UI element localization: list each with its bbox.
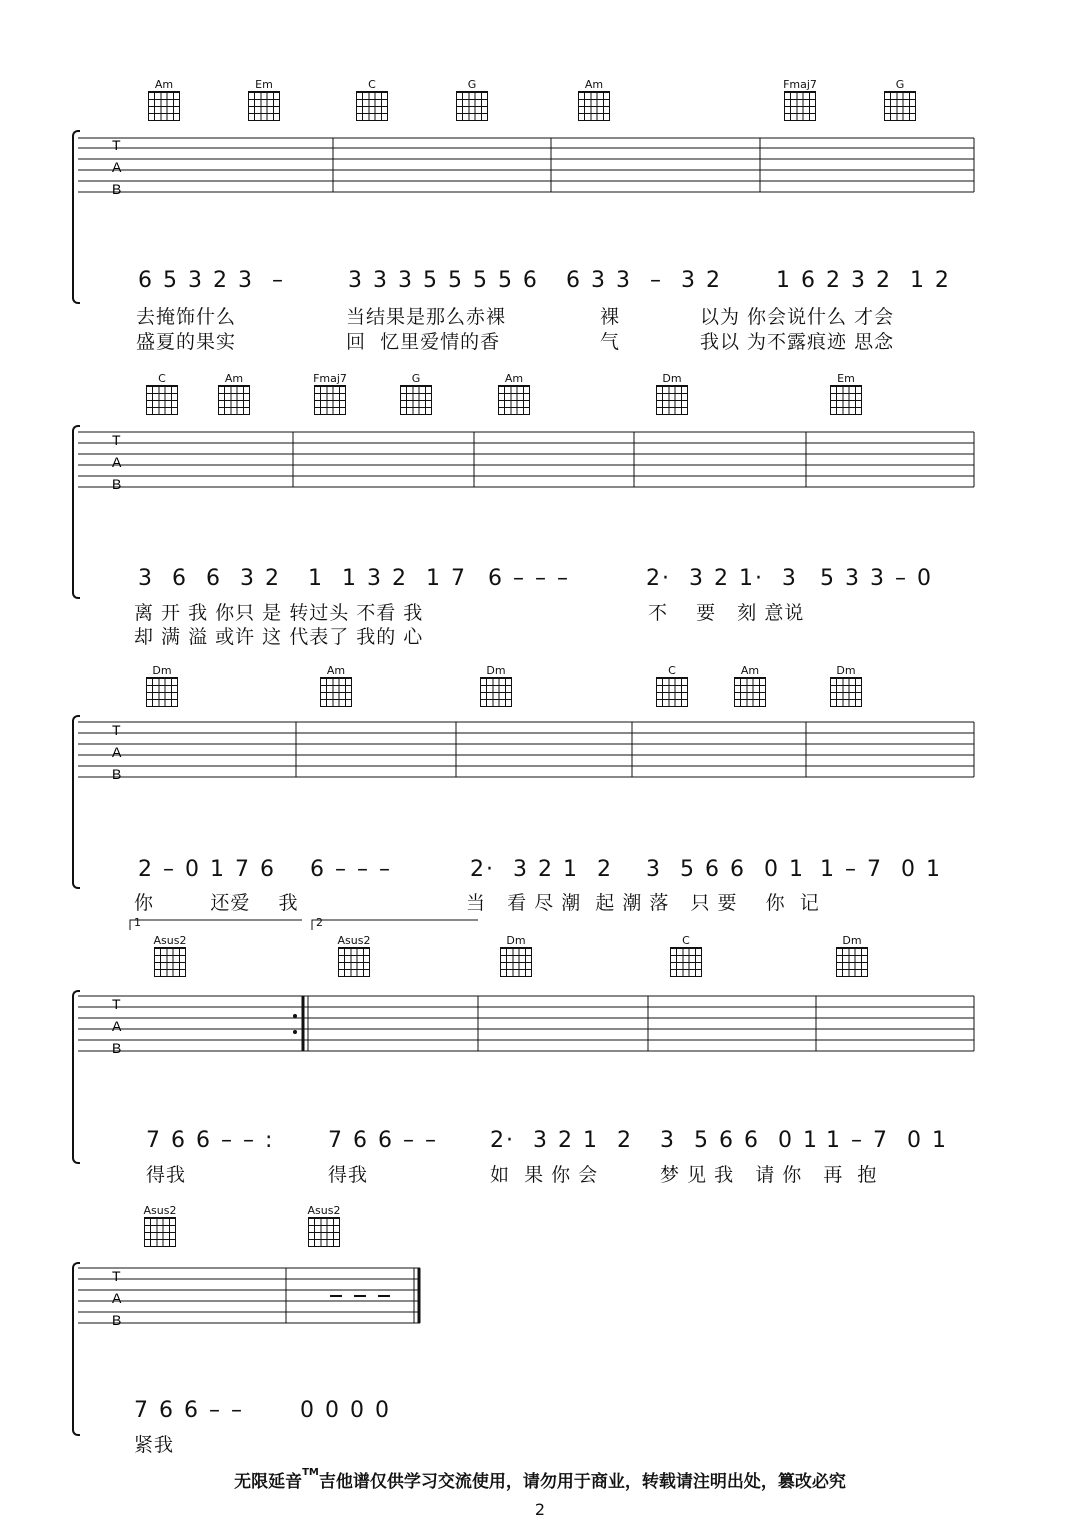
chord-diagram: G [452, 78, 492, 121]
svg-text:A: A [112, 159, 122, 175]
jianpu-measure: 1 – 7 0 1 [826, 1128, 948, 1153]
lyrics-line: 我以 为不露痕迹 思念 [700, 331, 895, 353]
svg-text:T: T [112, 137, 121, 153]
jianpu-measure: 2· 3 2 1 2 [470, 857, 613, 882]
svg-text:A: A [112, 1018, 122, 1034]
svg-text:T: T [112, 432, 121, 448]
lyrics-line: 不 要 刻 意说 [648, 602, 805, 624]
svg-text:T: T [112, 996, 121, 1012]
chord-diagram: Em [826, 372, 866, 415]
lyrics-line: 紧我 [134, 1434, 175, 1456]
jianpu-measure: 3 6 6 3 2 [138, 566, 281, 591]
chord-diagram: Dm [652, 372, 692, 415]
lyrics-line: 得我 [146, 1164, 187, 1186]
chord-diagram: Am [574, 78, 614, 121]
svg-text:B: B [112, 181, 122, 197]
jianpu-measure: 6 – – – [310, 857, 392, 882]
svg-text:A: A [112, 1290, 122, 1306]
chord-diagram: C [352, 78, 392, 121]
footer-copyright [0, 1467, 1080, 1492]
lyrics-line: 裸 [600, 306, 621, 328]
chord-diagram: Am [214, 372, 254, 415]
chord-diagram: C [142, 372, 182, 415]
svg-text:B: B [112, 766, 122, 782]
chord-diagram: Em [244, 78, 284, 121]
svg-text:B: B [112, 1312, 122, 1328]
chord-diagram: C [652, 664, 692, 707]
svg-text:A: A [112, 454, 122, 470]
jianpu-measure: 3 5 6 6 0 1 [646, 857, 805, 882]
chord-diagram: Asus2 [150, 934, 190, 977]
jianpu-measure: 6 3 3 – 3 2 [566, 268, 722, 293]
page-number: 2 [534, 1500, 546, 1519]
lyrics-line: 得我 [328, 1164, 369, 1186]
chord-diagram: Am [730, 664, 770, 707]
lyrics-line: 当 看 尽 潮 起 潮 落 只 要 你 记 [466, 892, 820, 914]
chord-diagram: Am [144, 78, 184, 121]
jianpu-measure: 7 6 6 – – : [146, 1128, 275, 1153]
footer-notice: 吉他谱仅供学习交流使用，请勿用于商业，转载请注明出处，篡改必究 [318, 1472, 846, 1492]
chord-diagram: G [880, 78, 920, 121]
jianpu-measure: 3 3 3 5 5 5 5 6 [348, 268, 539, 293]
chord-diagram: Dm [832, 934, 872, 977]
jianpu-measure: 1 6 2 3 2 1 2 [776, 268, 951, 293]
jianpu-measure: 5 3 3 – 0 [820, 566, 933, 591]
chord-diagram: Am [316, 664, 356, 707]
jianpu-measure: 3 5 6 6 0 1 [660, 1128, 819, 1153]
volta-1-label: 1 [134, 916, 142, 929]
jianpu-measure: 7 6 6 – – [134, 1398, 244, 1423]
chord-diagram: Dm [476, 664, 516, 707]
chord-diagram: C [666, 934, 706, 977]
lyrics-line: 却 满 溢 或许 这 代表了 我的 心 [134, 626, 424, 648]
chord-diagram: Asus2 [334, 934, 374, 977]
lyrics-line: 以为 你会说什么 才会 [700, 306, 895, 328]
jianpu-measure: 2· 3 2 1· 3 [646, 566, 798, 591]
chord-diagram: Dm [142, 664, 182, 707]
jianpu-measure: 2 – 0 1 7 6 [138, 857, 276, 882]
volta-2-label: 2 [316, 916, 324, 929]
chord-diagram: Fmaj7 [310, 372, 350, 415]
jianpu-measure: 1 1 3 2 1 7 [308, 566, 467, 591]
lyrics-line: 盛夏的果实 [136, 331, 237, 353]
lyrics-line: 梦 见 我 请 你 再 抱 [660, 1164, 878, 1186]
svg-text:B: B [112, 476, 122, 492]
lyrics-line: 离 开 我 你只 是 转过头 不看 我 [134, 602, 424, 624]
svg-text:A: A [112, 744, 122, 760]
lyrics-line: 如 果 你 会 [490, 1164, 599, 1186]
jianpu-measure: 6 5 3 2 3 – [138, 268, 285, 293]
chord-diagram: Am [494, 372, 534, 415]
jianpu-measure: 0 0 0 0 [300, 1398, 391, 1423]
chord-diagram: Dm [496, 934, 536, 977]
jianpu-measure: 2· 3 2 1 2 [490, 1128, 633, 1153]
chord-diagram: Asus2 [304, 1204, 344, 1247]
jianpu-measure: 6 – – – [488, 566, 570, 591]
footer-brand: 无限延音 [234, 1472, 303, 1492]
lyrics-line: 去掩饰什么 [136, 306, 237, 328]
lyrics-line: 你 还爱 我 [134, 892, 299, 914]
trademark-mark: TM [302, 1467, 319, 1478]
lyrics-line: 当结果是那么赤裸 [346, 306, 507, 328]
svg-text:T: T [112, 722, 121, 738]
chord-diagram: Asus2 [140, 1204, 180, 1247]
chord-diagram: Dm [826, 664, 866, 707]
chord-diagram: Fmaj7 [780, 78, 820, 121]
chord-diagram: G [396, 372, 436, 415]
lyrics-line: 回 忆里爱情的香 [346, 331, 501, 353]
jianpu-measure: 7 6 6 – – [328, 1128, 438, 1153]
jianpu-measure: 1 – 7 0 1 [820, 857, 942, 882]
lyrics-line: 气 [600, 331, 621, 353]
svg-text:B: B [112, 1040, 122, 1056]
svg-text:T: T [112, 1268, 121, 1284]
